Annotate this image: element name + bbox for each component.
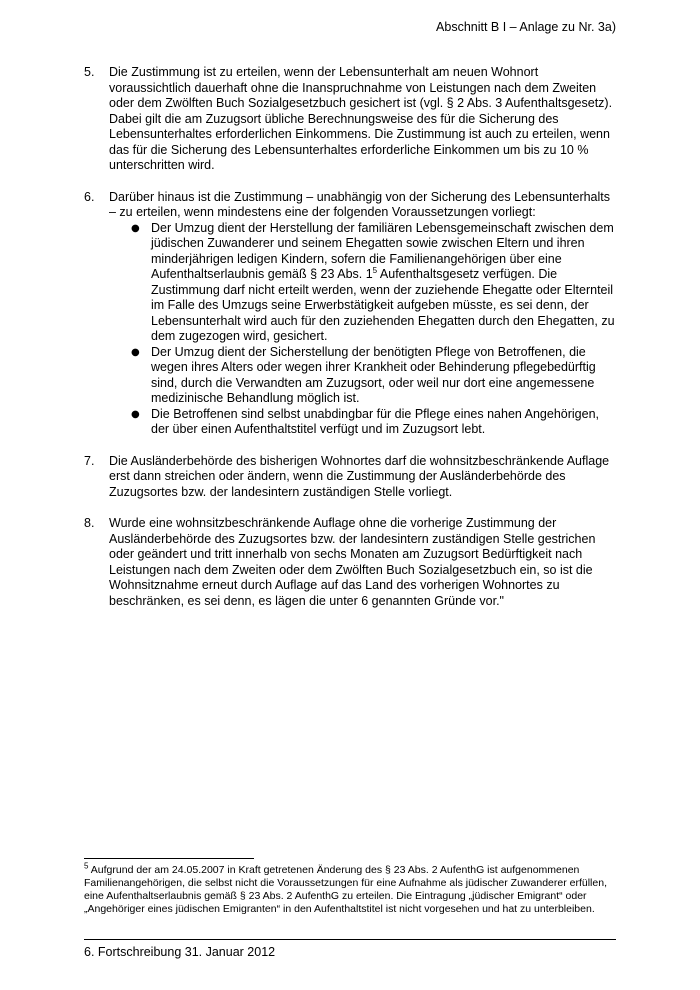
item-text: Wurde eine wohnsitzbeschränkende Auflage ohne die vorherige Zustimmung der Ausländerbehörde des Zuzugsortes bzw. der landesintern zuständigen Stelle gestrichen oder geändert und tritt innerhalb von sechs Monaten am Zuzugsort Bedürftigkeit nach Leistungen nach dem Zweiten oder dem Zwölften Buch Sozialgesetzbuch ein, so ist die Wohnsitznahme erneut durch Auflage auf das Land des vorherigen Wohnortes zu beschränken, es sei denn, es lägen die unter 6 genannten Gründe vor." — [109, 516, 596, 608]
footnote-divider — [84, 858, 254, 859]
bullet-list — [109, 221, 616, 438]
item-number: 8. — [84, 516, 95, 530]
item-number: 7. — [84, 453, 95, 468]
page-footer: 6. Fortschreibung 31. Januar 2012 — [84, 945, 276, 959]
footnote — [84, 861, 616, 916]
item-text: Die Ausländerbehörde des bisherigen Wohnortes darf die wohnsitzbeschränkende Auflage erst dann streichen oder ändern, wenn die Zustimmung der Ausländerbehörde des Zuzugsortes bzw. der landesintern zuständigen Stelle vorliegt. — [109, 453, 610, 499]
item-text: Darüber hinaus ist die Zustimmung – unabhängig von der Sicherung des Lebensunterhalts – zu erteilen, wenn mindestens eine der folgenden Voraussetzungen vorliegt: — [109, 189, 611, 219]
footer-divider — [84, 939, 616, 940]
item-number: 6. — [84, 189, 95, 204]
item-number: 5. — [84, 65, 95, 79]
bullet-item: ● Der Umzug dient der Sicherstellung der benötigten Pflege von Betroffenen, die wegen ihres Alters oder wegen ihrer Krankheit oder Behinderung pflegebedürftig sind, durch die Verwandten am Zuzugsort, oder weil nur dort eine angemessene medizinische Behandlung möglich ist. — [131, 345, 616, 407]
list-item-8 — [84, 516, 616, 609]
list-item-6 — [84, 190, 616, 438]
bullet-item: ● Die Betroffenen sind selbst unabdingbar für die Pflege eines nahen Angehörigen, der über einen Aufenthaltstitel verfügt und im Zuzugsort lebt. — [131, 407, 616, 438]
page-header: Abschnitt B I – Anlage zu Nr. 3a) — [436, 20, 616, 34]
footnote-marker: 5 — [84, 861, 89, 871]
document-body — [84, 65, 616, 625]
bullet-item: ● Der Umzug dient der Herstellung der familiären Lebensgemeinschaft zwischen dem jüdischen Zuwanderer und seinem Ehegatten sowie zwischen Eltern und ihren minderjährigen ledigen Kindern, sofern die Familienangehörigen über eine Aufenthaltserlaubnis gemäß § 23 Abs. $1^5$ Aufenthaltsgesetz verfügen. Die Zustimmung darf nicht erteilt werden, wenn der zuziehende Ehegatte oder Elternteil im Falle des Umzugs seine Erwerbstätigkeit aufgeben müsste, es sei denn, der Lebensunterhalt wird auch für den zuziehenden Ehegatten durch den Ehegatten, zu dem zugezogen wird, gesichert. — [131, 221, 616, 345]
list-item-5 — [84, 65, 616, 174]
footnote-text: Aufgrund der am 24.05.2007 in Kraft getretenen Änderung des § 23 Abs. 2 AufenthG ist aufgenommenen Familienangehörigen, die selbst nicht die Voraussetzungen für eine Aufnahme als jüdischer Zuwanderer erfüllen, eine Aufenthaltserlaubnis gemäß § 23 Abs. 2 AufenthG zu erteilen. Die Eintragung „jüdischer Emigrant“ oder „Angehöriger eines jüdischen Emigranten“ in den Aufenthaltstitel ist nicht vorgesehen und hat zu unterbleiben. — [84, 864, 607, 915]
item-text: Die Zustimmung ist zu erteilen, wenn der Lebensunterhalt am neuen Wohnort voraussichtlich dauerhaft ohne die Inanspruchnahme von Leistungen nach dem Zweiten oder dem Zwölften Buch Sozialgesetzbuch gesichert ist (vgl. § 2 Abs. 3 Aufenthaltsgesetz). Dabei gilt die am Zuzugsort übliche Berechnungsweise des für die Sicherung des Lebensunterhaltes erforderlichen Einkommens. Die Zustimmung ist auch zu erteilen, wenn das für die Sicherung des Lebensunterhaltes erforderliche Einkommen um bis zu 10 % unterschritten wird. — [109, 65, 613, 172]
list-item-7 — [84, 454, 616, 501]
footnote-reference: 5 — [372, 265, 378, 275]
